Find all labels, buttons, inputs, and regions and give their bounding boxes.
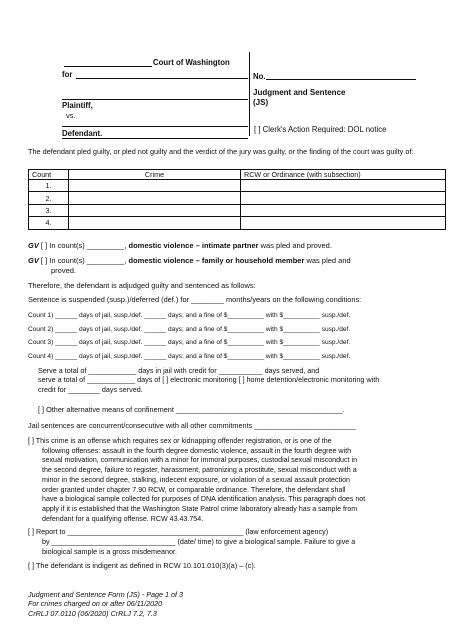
plaintiff-label: Plaintiff, <box>62 101 93 110</box>
serve-jail-line[interactable]: Serve a total of ____________ days in jail with credit for ___________ days served, and <box>38 366 320 375</box>
count-number: 4. <box>29 217 69 229</box>
count-number: 2. <box>29 192 69 204</box>
other-alternative-confinement[interactable]: [ ] Other alternative means of confinement _________________________________________. <box>38 405 345 414</box>
indigent-checkbox[interactable]: [ ] The defendant is indigent as defined in RCW 10.101.010(3)(a) – (c). <box>28 561 256 570</box>
sex-offense-line: the second degree, failure to register, harassment, patronizing a prostitute, sexual misconduct with a <box>42 466 357 475</box>
defendant-underline <box>62 138 248 139</box>
court-name-line <box>64 66 152 67</box>
report-block[interactable] <box>28 527 453 556</box>
count-sentence-row-2[interactable]: Count 2) ______ days of jail, susp./def. ______ days; and a fine of $__________ with $__________ susp./def. <box>28 325 351 333</box>
header-count: Count <box>29 170 69 180</box>
serve-total-block <box>38 366 448 394</box>
sex-offense-paragraph[interactable] <box>28 437 453 524</box>
crimes-table-header <box>29 170 446 180</box>
count-sentence-row-3[interactable]: Count 3) ______ days of jail, susp./def. ______ days; and a fine of $__________ with $__________ susp./def. <box>28 339 351 347</box>
count-number: 1. <box>29 180 69 192</box>
sex-offense-line: apply if it is established that the Washington State Patrol crime laboratory already has a sample from <box>42 504 358 513</box>
for-line[interactable] <box>76 78 248 79</box>
sex-offense-line: sexual motivation, communication with a minor for immoral purposes, custodial sexual misconduct in <box>42 456 358 465</box>
report-misdemeanor-line: biological sample is a gross misdemeanor. <box>42 546 178 556</box>
dv-intimate-partner[interactable] <box>28 241 448 250</box>
caption-block <box>56 58 436 144</box>
table-row[interactable] <box>29 180 446 192</box>
gv-marker: GV <box>28 241 39 250</box>
form-footer <box>28 590 183 618</box>
dv-count-field: [ ] In count(s) _________, <box>38 256 129 265</box>
crime-cell[interactable] <box>69 204 241 216</box>
dv-family-household[interactable] <box>28 256 448 276</box>
serve-monitoring-line[interactable]: serve a total of ____________ days of [ ] electronic monitoring [ ] home detention/electronic monitoring with <box>38 375 380 385</box>
count-sentence-row-1[interactable]: Count 1) ______ days of jail, susp./def. ______ days; and a fine of $__________ with $__________ susp./def. <box>28 312 351 319</box>
sex-offense-line: minor in the second degree, stalking, indecent exposure, or violation of a sexual assault protection <box>42 475 350 484</box>
crime-cell[interactable] <box>69 217 241 229</box>
count-sentence-list <box>28 309 458 363</box>
report-agency-line: [ ] Report to ____________________________________________ (law enforcement agency) <box>28 527 329 536</box>
crime-cell[interactable] <box>69 192 241 204</box>
dv-pled-proved: was pled and <box>304 256 351 265</box>
header-crime: Crime <box>69 170 241 180</box>
dv-intimate-label: domestic violence – intimate partner <box>128 241 259 250</box>
defendant-line[interactable] <box>62 126 248 127</box>
dv-family-label: domestic violence – family or household member <box>128 256 305 265</box>
rcw-cell[interactable] <box>241 204 446 216</box>
defendant-label: Defendant. <box>62 129 103 138</box>
dv-pled-proved: was pled and proved. <box>258 241 332 250</box>
case-number-label: No. <box>253 72 266 81</box>
table-row[interactable] <box>29 217 446 229</box>
for-label: for <box>62 70 73 79</box>
document-title-line2: (JS) <box>253 98 269 108</box>
clerk-action-checkbox[interactable]: [ ] Clerk's Action Required: DOL notice <box>254 125 387 134</box>
serve-credit-line[interactable]: credit for ________ days served. <box>38 384 143 394</box>
table-row[interactable] <box>29 204 446 216</box>
document-title <box>253 88 345 109</box>
table-row[interactable] <box>29 192 446 204</box>
caption-divider <box>249 52 250 136</box>
adjudged-statement: Therefore, the defendant is adjudged guilty and sentenced as follows: <box>28 281 256 290</box>
plaintiff-line[interactable] <box>62 99 248 100</box>
rcw-cell[interactable] <box>241 217 446 229</box>
crime-cell[interactable] <box>69 180 241 192</box>
footer-effective-date: For crimes charged on or after 06/11/2020 <box>28 599 163 609</box>
rcw-cell[interactable] <box>241 192 446 204</box>
sex-offense-line: [ ] This crime is an offense which requires sex or kidnapping offender registration, or is one of the <box>28 437 332 445</box>
rcw-cell[interactable] <box>241 180 446 192</box>
sex-offense-line: have a biological sample collected for purposes of DNA identification analysis. This paragraph does not <box>42 495 366 504</box>
count-sentence-row-4[interactable]: Count 4) ______ days of jail, susp./def. ______ days; and a fine of $__________ with $__________ susp./def. <box>28 352 351 360</box>
plea-paragraph: The defendant pled guilty, or pled not guilty and the verdict of the jury was guilty, or the finding of the court was guilty of: <box>28 147 414 156</box>
case-number-line[interactable] <box>266 79 416 80</box>
gv-marker: GV <box>28 256 39 265</box>
count-number: 3. <box>29 204 69 216</box>
footer-form-title: Judgment and Sentence Form (JS) - Page 1 of 3 <box>28 590 184 599</box>
footer-rule-citation: CrRLJ 07.0110 (06/2020) CrRLJ 7.2, 7.3 <box>28 608 157 618</box>
sex-offense-line: defendant for a qualifying offense. RCW 43.43.754. <box>42 514 204 523</box>
sex-offense-line: order granted under chapter 7.90 RCW, or comparable ordinance. Therefore, the defendant shall <box>42 485 346 494</box>
court-of-washington-label: Court of Washington <box>153 58 230 67</box>
suspended-statement: Sentence is suspended (susp.)/deferred (def.) for ________ months/years on the following conditions: <box>28 295 362 304</box>
concurrent-consecutive[interactable]: Jail sentences are concurrent/consecutive with all other commitments _________________________ <box>28 421 356 430</box>
vs-label: vs. <box>66 111 76 120</box>
header-rcw: RCW or Ordinance (with subsection) <box>241 170 446 180</box>
crimes-table <box>28 169 446 230</box>
sex-offense-line: following offenses: assault in the fourth degree domestic violence, assault in the fourth degree with <box>42 446 352 455</box>
dv-proved-continuation: proved. <box>51 265 77 275</box>
dv-count-field: [ ] In count(s) _________, <box>38 241 129 250</box>
report-date-line: by _______________________________ (date/ time) to give a biological sample. Failure to give a <box>42 536 356 546</box>
document-title-line1: Judgment and Sentence <box>253 88 346 97</box>
